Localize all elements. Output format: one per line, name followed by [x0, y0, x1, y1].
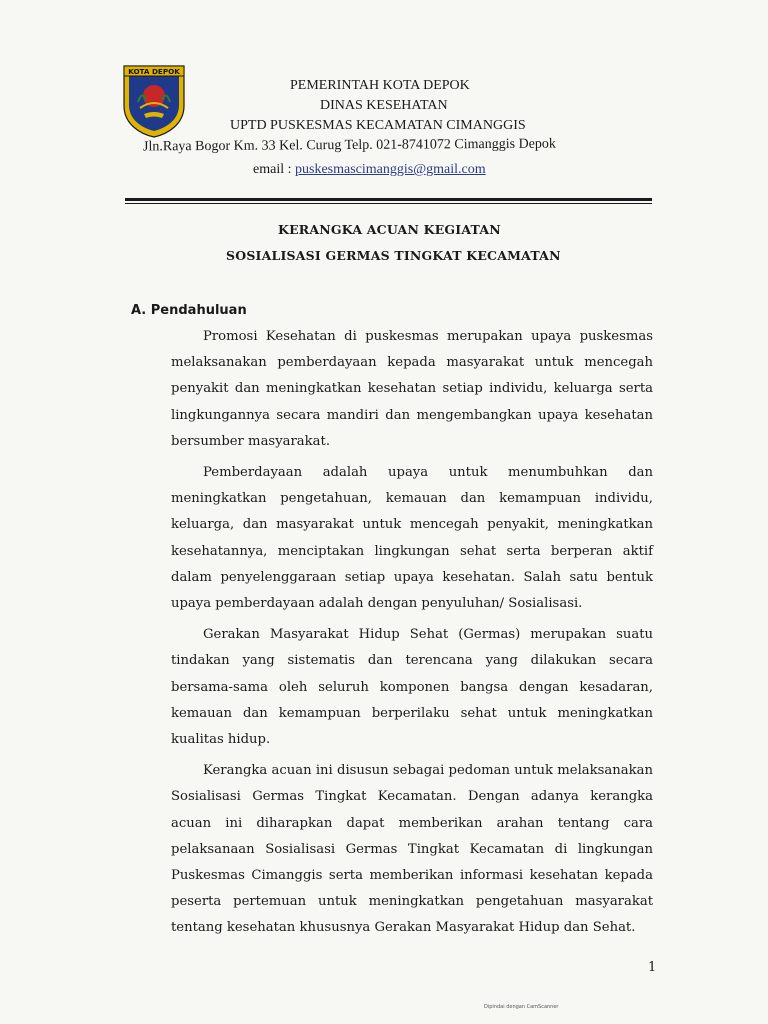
kota-depok-emblem-icon — [120, 62, 188, 138]
letterhead-address: Jln.Raya Bogor Km. 33 Kel. Curug Telp. 021-8741072 Cimanggis Depok — [142, 136, 556, 155]
page-number: 1 — [648, 960, 657, 975]
letterhead-divider-thick — [125, 198, 652, 201]
section-body — [171, 324, 653, 947]
email-link[interactable]: puskesmascimanggis@gmail.com — [295, 162, 486, 177]
letterhead-unit: UPTD PUSKESMAS KECAMATAN CIMANGGIS — [230, 118, 526, 133]
paragraph: Pemberdayaan adalah upaya untuk menumbuhkan dan meningkatkan pengetahuan, kemauan dan kemampuan individu, keluarga, dan masyarakat untuk mencegah penyakit, meningkatkan kesehatannya, menciptakan lingkungan sehat serta berperan aktif dalam penyelenggaraan setiap upaya kesehatan. Salah satu bentuk upaya pemberdayaan adalah dengan penyuluhan/ Sosialisasi. — [171, 465, 653, 612]
document-subtitle: SOSIALISASI GERMAS TINGKAT KECAMATAN — [226, 248, 561, 263]
letterhead-divider-thin — [125, 203, 652, 204]
logo-label: KOTA DEPOK — [128, 67, 180, 76]
section-heading: A. Pendahuluan — [131, 303, 247, 318]
paragraph: Kerangka acuan ini disusun sebagai pedoman untuk melaksanakan Sosialisasi Germas Tingkat Kecamatan. Dengan adanya kerangka acuan ini diharapkan dapat memberikan arahan tentang cara pelaksanaan Sosialisasi Germas Tingkat Kecamatan di lingkungan Puskesmas Cimanggis serta memberikan informasi kesehatan kepada peserta pertemuan untuk meningkatkan pengetahuan masyarakat tentang kesehatan khususnya Gerakan Masyarakat Hidup dan Sehat. — [171, 763, 653, 936]
scanner-watermark: Dipindai dengan CamScanner — [484, 1004, 559, 1010]
document-title: KERANGKA ACUAN KEGIATAN — [278, 222, 501, 237]
paragraph: Promosi Kesehatan di puskesmas merupakan upaya puskesmas melaksanakan pemberdayaan kepada masyarakat untuk mencegah penyakit dan meningkatkan kesehatan setiap individu, keluarga serta lingkungannya secara mandiri dan mengembangkan upaya kesehatan bersumber masyarakat. — [171, 329, 653, 449]
letterhead-agency: DINAS KESEHATAN — [320, 98, 448, 113]
email-label: email : — [253, 162, 295, 177]
letterhead-email-line — [253, 162, 486, 178]
letterhead-government: PEMERINTAH KOTA DEPOK — [290, 78, 470, 93]
paragraph: Gerakan Masyarakat Hidup Sehat (Germas) merupakan suatu tindakan yang sistematis dan terencana yang dilakukan secara bersama-sama oleh seluruh komponen bangsa dengan kesadaran, kemauan dan kemampuan berperilaku sehat untuk meningkatkan kualitas hidup. — [171, 627, 653, 748]
